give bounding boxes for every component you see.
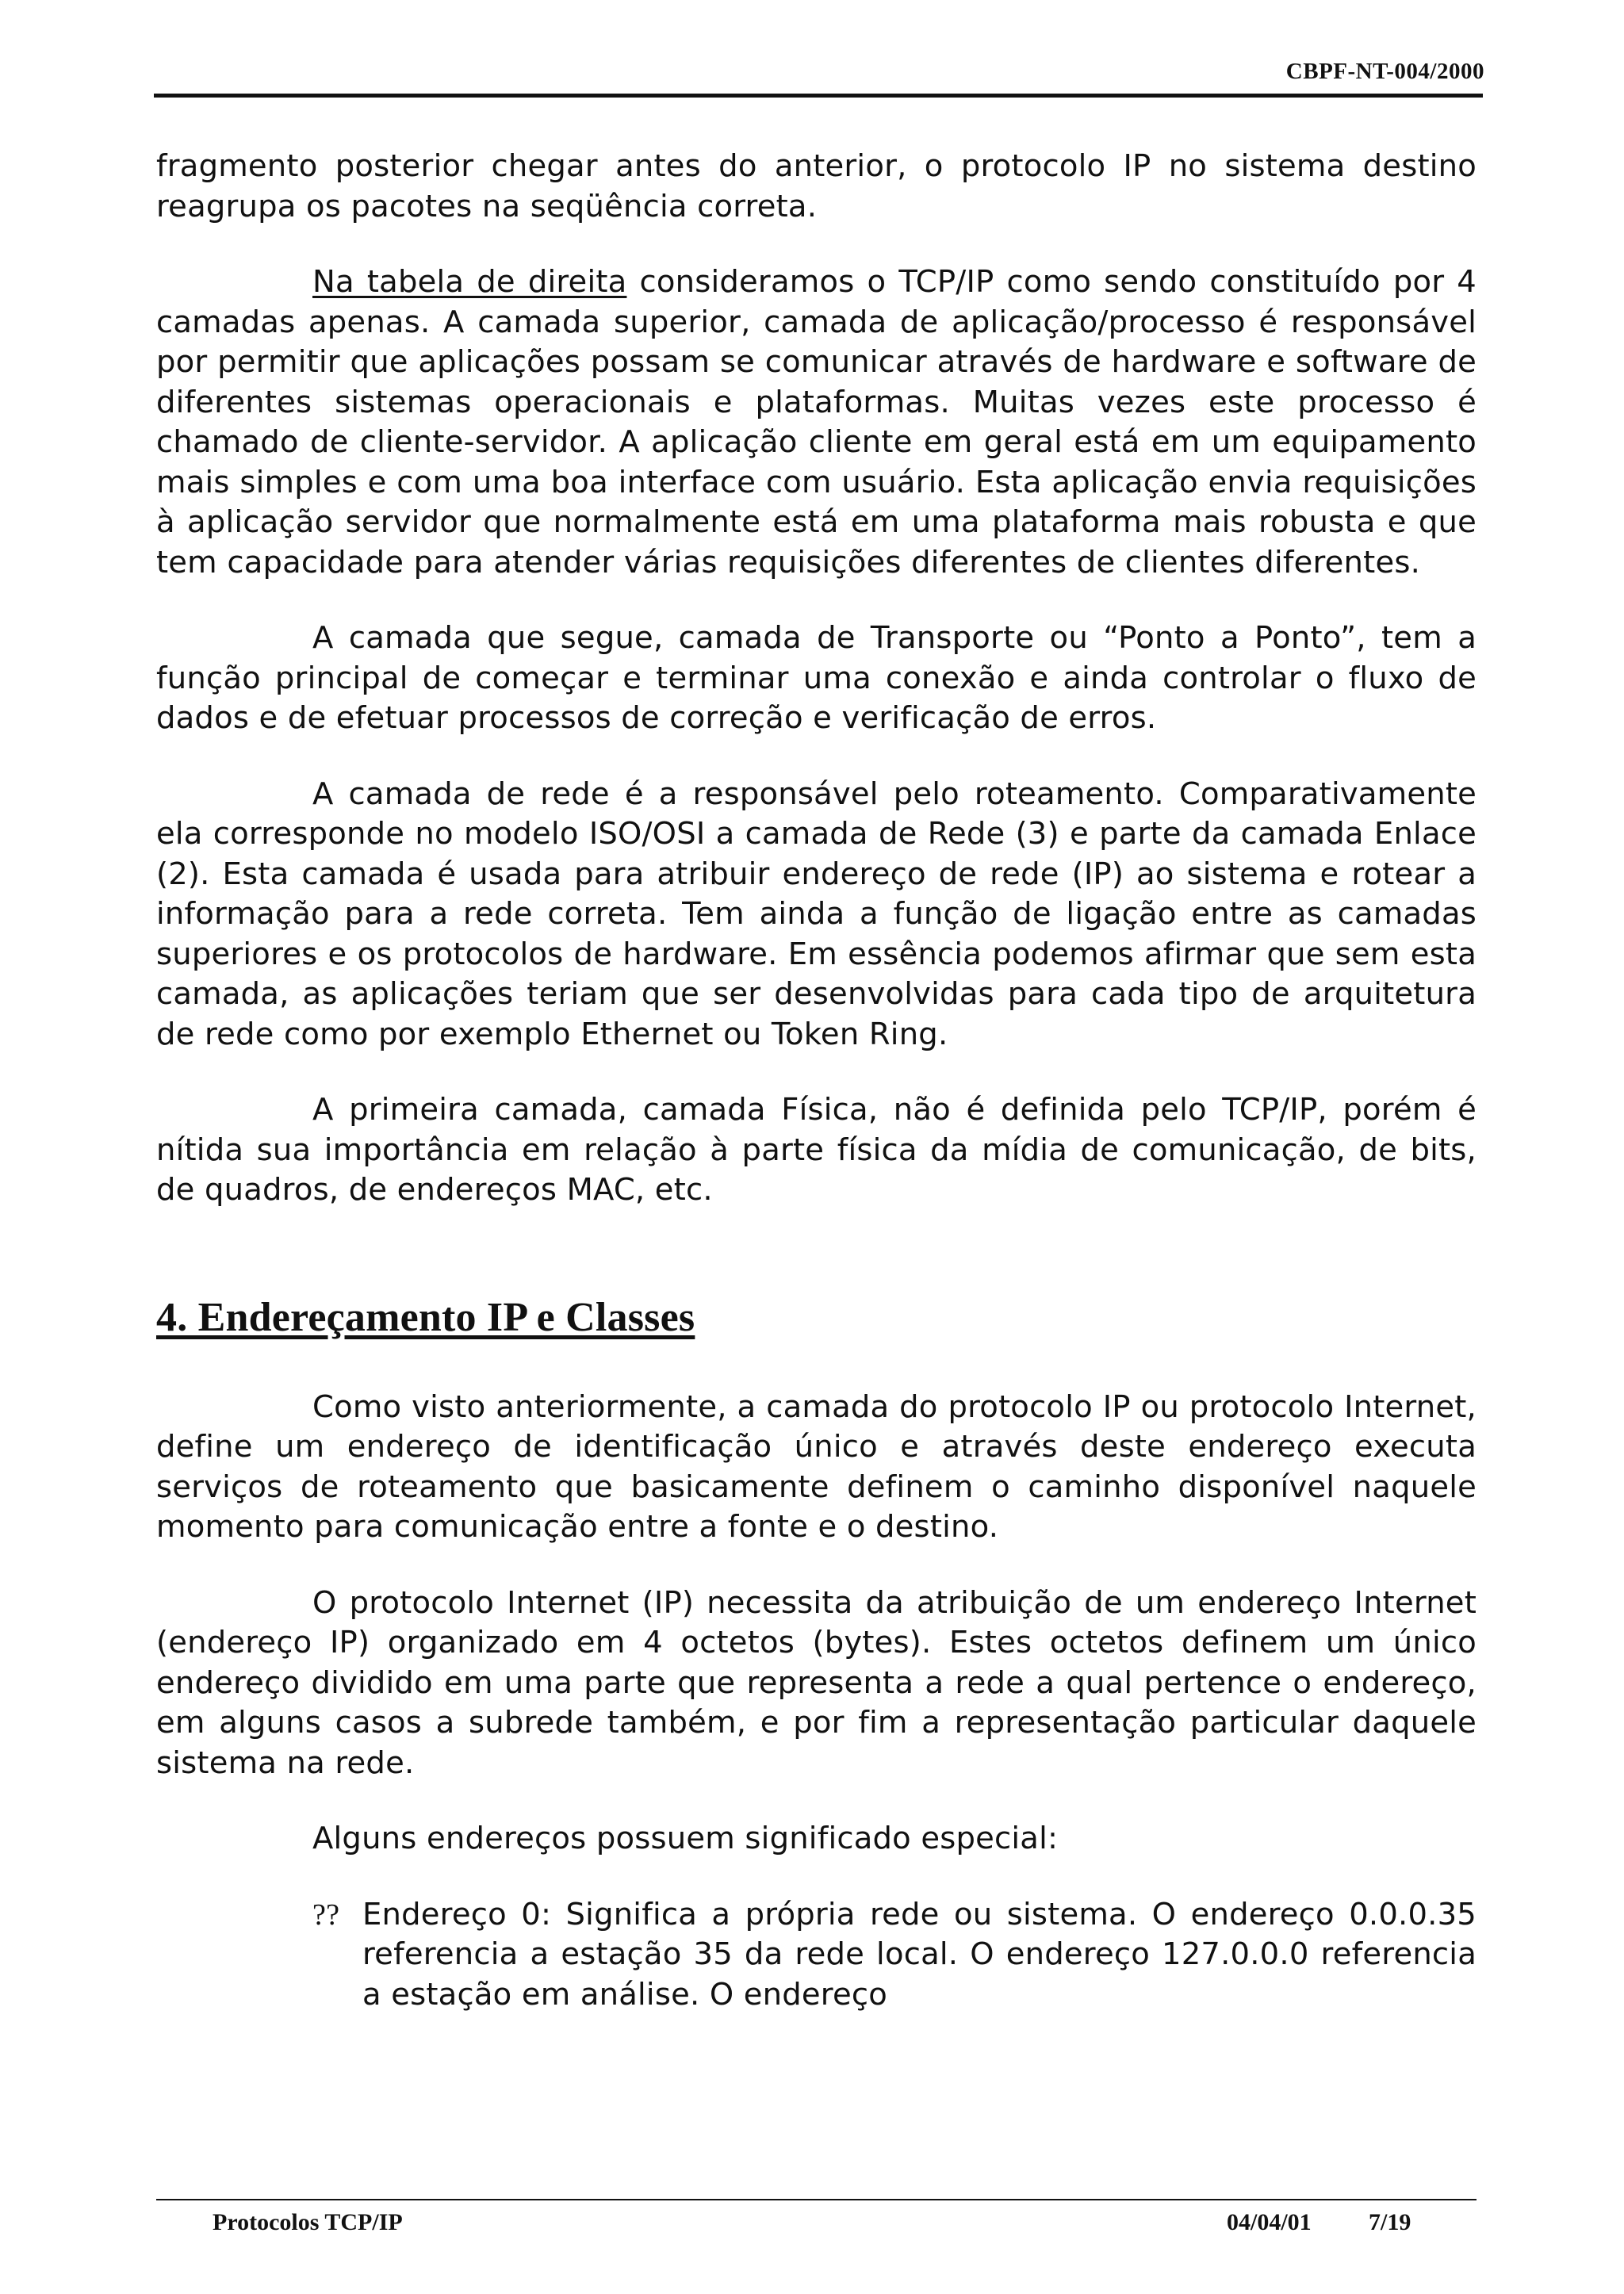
section-heading: 4. Endereçamento IP e Classes (156, 1294, 695, 1340)
footer-rule (156, 2199, 1477, 2200)
list-item-text: Endereço 0: Significa a própria rede ou sistema. O endereço 0.0.0.35 referencia a estação 35 da rede local. O endereço 127.0.0.0 referencia a estação em análise. O endereço (362, 1896, 1477, 2013)
list-item (312, 1895, 1477, 2016)
paragraph-physical-layer: A primeira camada, camada Física, não é definida pelo TCP/IP, porém é nítida sua importância em relação à parte física da mídia de comunicação, de bits, de quadros, de endereços MAC, etc. (156, 1092, 1477, 1208)
footer-title: Protocolos TCP/IP (213, 2209, 403, 2235)
header-rule (154, 94, 1483, 98)
paragraph-ip-octets: O protocolo Internet (IP) necessita da atribuição de um endereço Internet (endereço IP) organizado em 4 octetos (bytes). Estes octetos definem um único endereço dividido em uma parte que representa a rede a qual pertence o endereço, em alguns casos a subrede também, e por fim a representação particular daquele sistema na rede. (156, 1584, 1477, 1781)
paragraph-network-layer: A camada de rede é a responsável pelo roteamento. Comparativamente ela corresponde no modelo ISO/OSI a camada de Rede (3) e parte da camada Enlace (2). Esta camada é usada para atribuir endereço de rede (IP) ao sistema e rotear a informação para a rede correta. Tem ainda a função de ligação entre as camadas superiores e os protocolos de hardware. Em essência podemos afirmar que sem esta camada, as aplicações teriam que ser desenvolvidas para cada tipo de arquitetura de rede como por exemplo Ethernet ou Token Ring. (156, 776, 1477, 1052)
bullet-icon: ?? (312, 1898, 340, 1932)
paragraph-layers-overview (156, 262, 1477, 583)
document-id: CBPF-NT-004/2000 (1285, 59, 1484, 84)
paragraph-special-addresses: Alguns endereços possuem significado especial: (312, 1821, 1059, 1856)
table-reference-link: Na tabela de direita (312, 264, 627, 300)
footer-date: 04/04/01 (1227, 2209, 1312, 2235)
page-body (156, 147, 1477, 2015)
paragraph-continuation: fragmento posterior chegar antes do anterior, o protocolo IP no sistema destino reagrupa os pacotes na seqüência correta. (156, 148, 1477, 224)
paragraph-layers-overview-text: consideramos o TCP/IP como sendo constituído por 4 camadas apenas. A camada superior, camada de aplicação/processo é responsável por permitir que aplicações possam se comunicar através de hardware e software de diferentes sistemas operacionais e plataformas. Muitas vezes este processo é chamado de cliente-servidor. A aplicação cliente em geral está em um equipamento mais simples e com uma boa interface com usuário. Esta aplicação envia requisições à aplicação servidor que normalmente está em uma plataforma mais robusta e que tem capacidade para atender várias requisições diferentes de clientes diferentes. (156, 264, 1477, 580)
paragraph-transport-layer: A camada que segue, camada de Transporte ou “Ponto a Ponto”, tem a função principal de começar e terminar uma conexão e ainda controlar o fluxo de dados e de efetuar processos de correção e verificação de erros. (156, 620, 1477, 736)
paragraph-ip-intro: Como visto anteriormente, a camada do protocolo IP ou protocolo Internet, define um endereço de identificação único e através deste endereço executa serviços de roteamento que basicamente definem o caminho disponível naquele momento para comunicação entre a fonte e o destino. (156, 1388, 1477, 1545)
page-number: 7/19 (1369, 2209, 1411, 2235)
